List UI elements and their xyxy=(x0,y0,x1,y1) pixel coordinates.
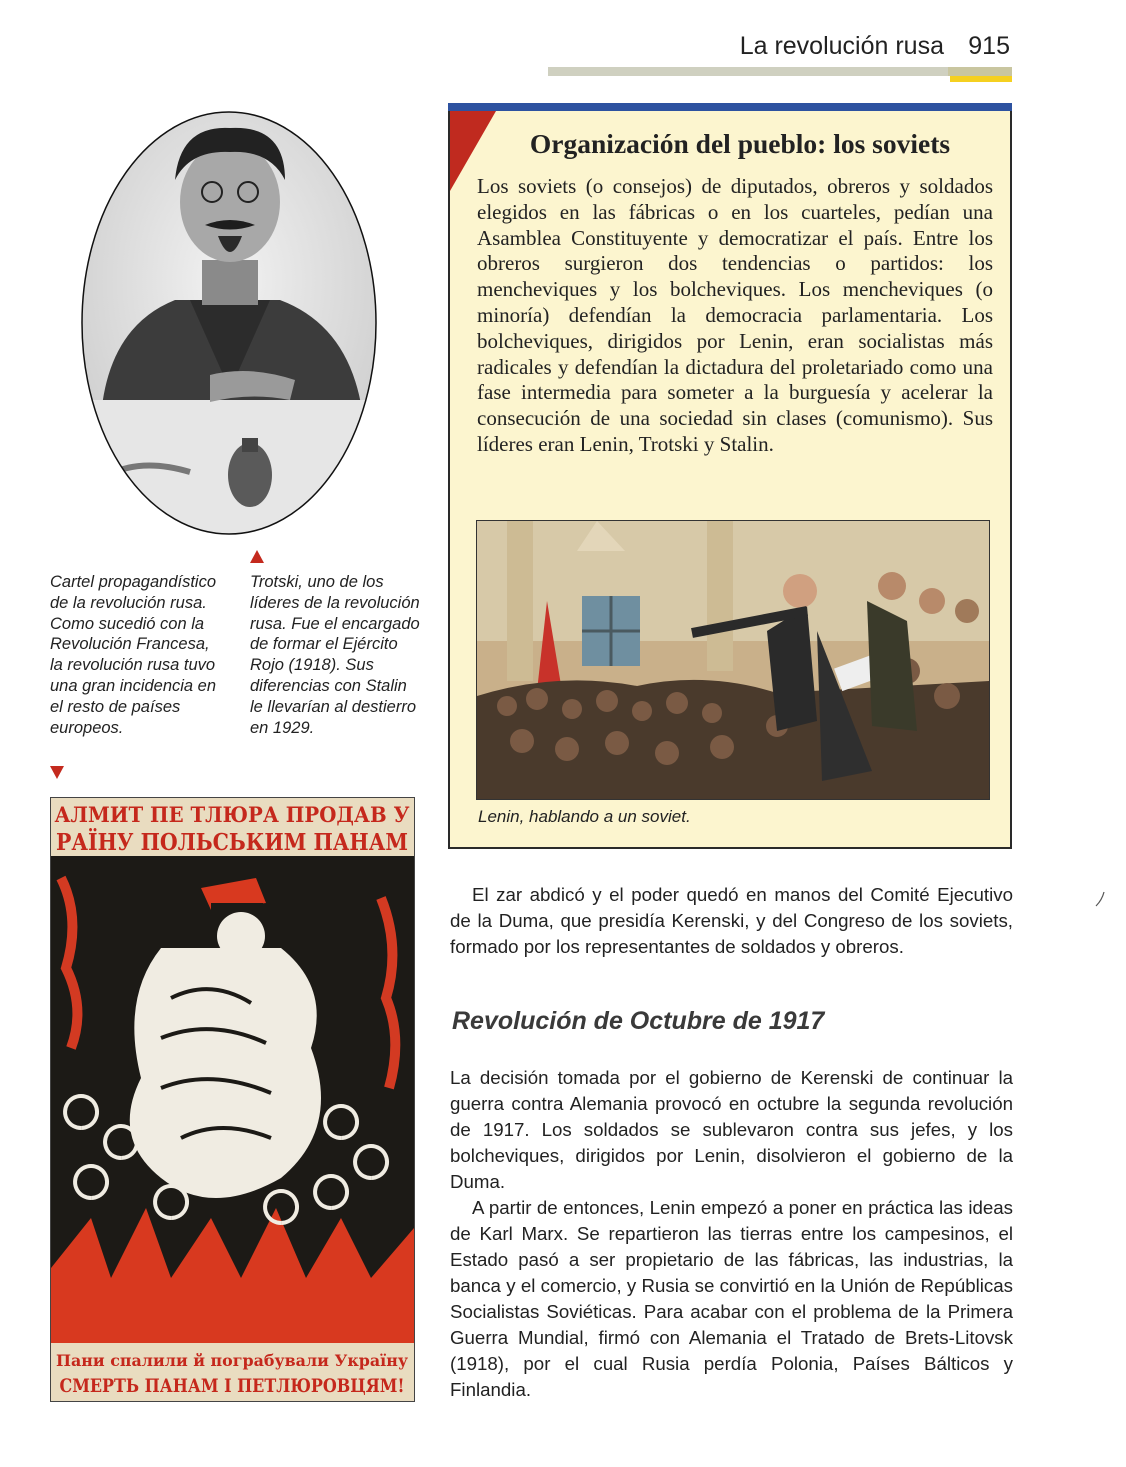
trotski-portrait xyxy=(80,110,378,536)
lenin-painting xyxy=(476,520,990,800)
info-box-top-bar xyxy=(448,103,1012,111)
header-rule xyxy=(548,67,948,76)
info-box-title: Organización del pueblo: los soviets xyxy=(529,128,951,159)
poster-top-line-2: РАЇНУ ПОЛЬСЬКИМ ПАНАМ xyxy=(56,829,453,856)
propaganda-poster xyxy=(50,797,453,1402)
caption-pointer-down-icon xyxy=(50,766,64,779)
paragraph-lenin-marx: A partir de entonces, Lenin empezó a poner en práctica las ideas de Karl Marx. Se repartieron las tierras entre los campesinos, el Estado pasó a ser propietario de las fábricas, las industrias, la banca y el comercio, y Rusia se convirtió en la Unión de Repúblicas Socialistas Soviéticas. Para acabar con el problema de la Primera Guerra Mundial, firmó con Alemania el Tratado de Brets-Litovsk (1918), por el cual Rusia perdía Polonia, Países Bálticos y Finlandia. xyxy=(450,1197,1013,1400)
paragraph-decision-kerenski: La decisión tomada por el gobierno de Kerenski de continuar la guerra contra Alemania provocó en octubre la segunda revolución de 1917. Los soldados se sublevaron contra sus jefes, y los bolcheviques, dirigidos por Lenin, disolvieron el gobierno de la Duma. xyxy=(450,1067,1013,1192)
lenin-photo-caption: Lenin, hablando a un soviet. xyxy=(478,807,691,826)
page-number: 915 xyxy=(968,32,1010,60)
info-box-text: Los soviets (o consejos) de diputados, obreros y soldados elegidos en las fábricas o en los cuarteles, pedían una Asamblea Constituyente y democratizar el país. Entre los obreros surgieron dos tendencias o partidos: los mencheviques y los bolcheviques. Los mencheviques (o minoría) defendían la democracia parlamentaria. Los bolcheviques, dirigidos por Lenin, eran socialistas más radicales y defendían la dictadura del proletariado como una fase intermedia para someter a la burguesía y acelerar la consecución de una sociedad sin clases (comunismo). Sus líderes eran Lenin, Trotski y Stalin. xyxy=(477,174,993,456)
header-yellow-bar xyxy=(950,76,1012,82)
margin-mark xyxy=(1094,890,1106,908)
poster-bottom-line-2: СМЕРТЬ ПАНАМ І ПЕТЛЮРОВЦЯМ! xyxy=(59,1375,405,1397)
poster-top-line-1: АЛМИТ ПЕ ТЛЮРА ПРОДАВ У xyxy=(54,802,410,827)
poster-caption: Cartel propagandístico de la revolución rusa. Como sucedió con la Revolución Francesa, la revolución rusa tuvo una gran incidencia en el resto de países europeos. xyxy=(50,573,217,737)
section-title: La revolución rusa xyxy=(739,32,944,60)
trotski-caption: Trotski, uno de los líderes de la revolución rusa. Fue el encargado de formar el Ejército Rojo (1918). Sus diferencias con Stalin le llevarían al destierro en 1929. xyxy=(250,573,420,737)
header-rule-accent xyxy=(948,67,1012,76)
caption-pointer-up-icon xyxy=(250,550,264,563)
paragraph-zar-abdico: El zar abdicó y el poder quedó en manos del Comité Ejecutivo de la Duma, que presidía Kerenski, y del Congreso de los soviets, formado por los representantes de soldados y obreros. xyxy=(450,884,1013,957)
running-head xyxy=(690,30,1012,66)
poster-bottom-line-1: Пани спалили й пограбували Україну xyxy=(56,1351,409,1370)
section-heading: Revolución de Octubre de 1917 xyxy=(452,1007,825,1035)
